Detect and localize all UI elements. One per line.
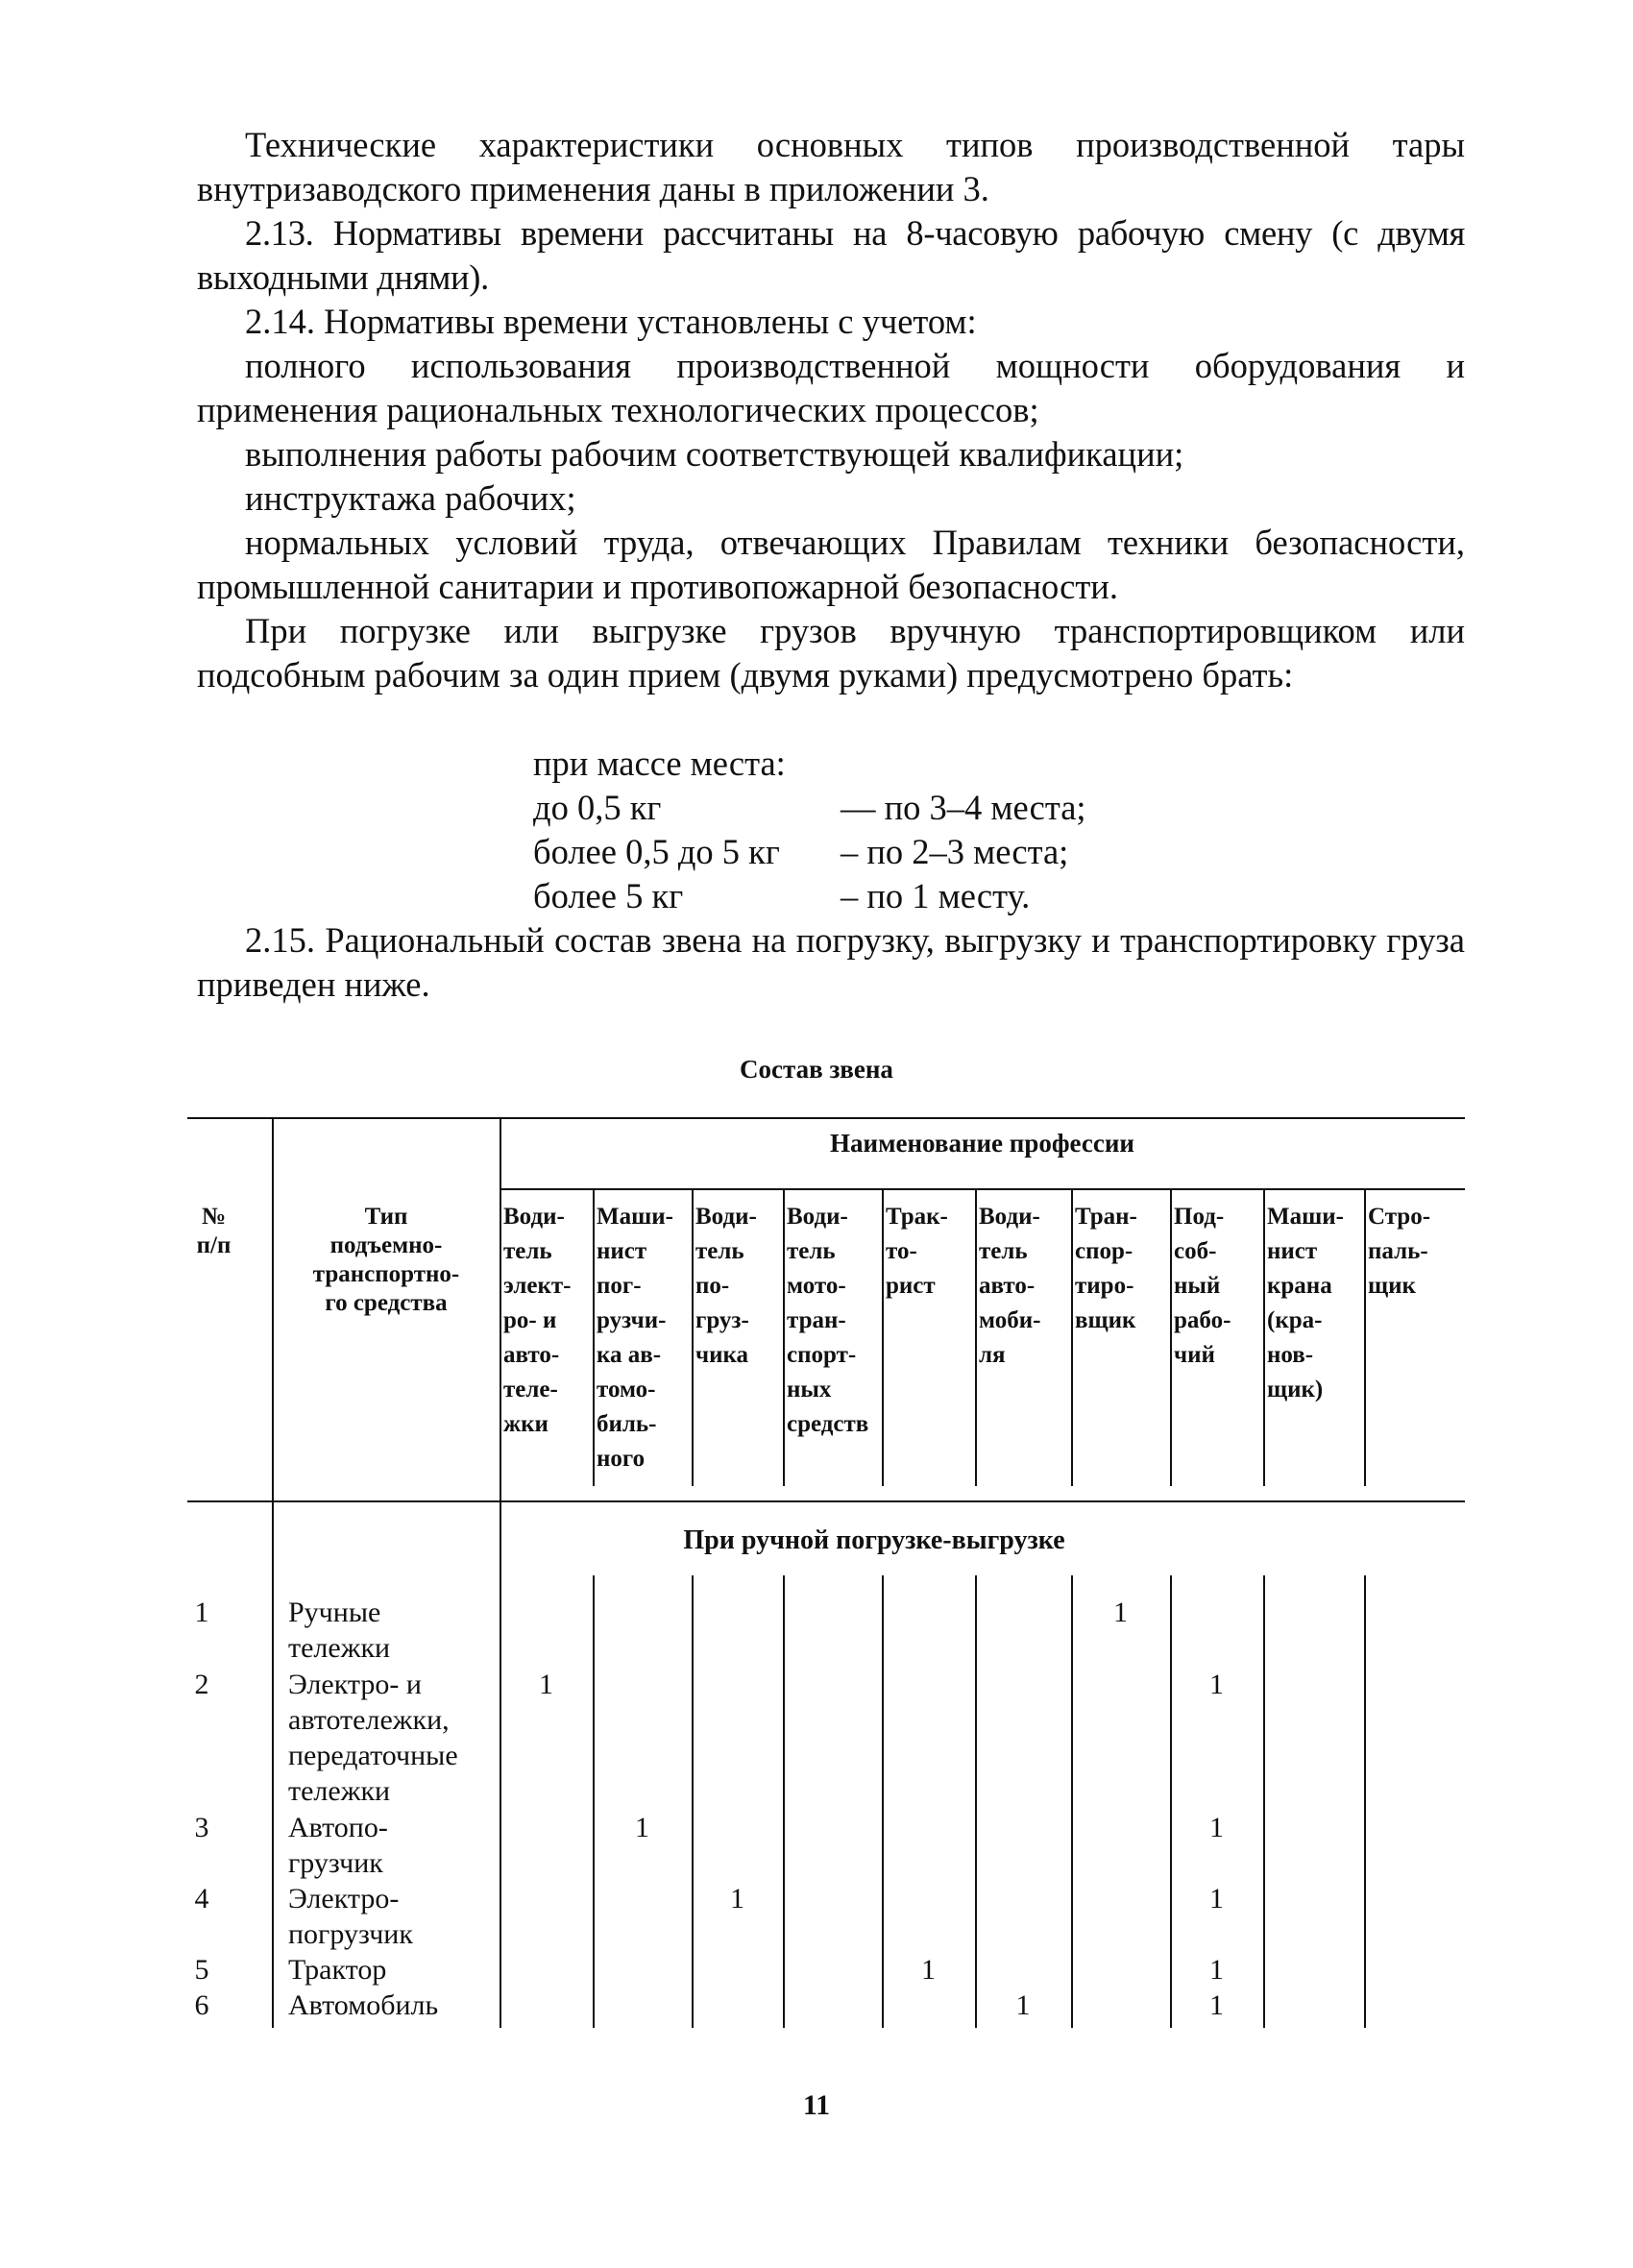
row-vehicle-type: погрузчик <box>288 1918 413 1950</box>
profession-header: ного <box>597 1446 646 1472</box>
profession-header: Води- <box>979 1204 1040 1230</box>
profession-col-rule <box>1071 1188 1073 1486</box>
profession-header: Води- <box>503 1204 565 1230</box>
profession-header: чика <box>695 1342 749 1368</box>
page-number: 11 <box>802 2089 831 2121</box>
profession-header: Маши- <box>1267 1204 1344 1230</box>
mass-range: до 0,5 кг <box>533 788 662 827</box>
row-vehicle-type: тележки <box>288 1632 391 1664</box>
profession-header: средств <box>787 1411 869 1437</box>
profession-header: то- <box>886 1238 917 1264</box>
body-text-2 <box>197 918 1465 1007</box>
profession-header: тель <box>503 1238 552 1264</box>
type-header: Тип <box>364 1204 408 1230</box>
mass-table <box>533 742 1086 918</box>
paragraph-manual-loading: При погрузке или выгрузке грузов вручную транспортировщиком или подсобным рабочим за один прием (двумя руками) предусмотрено брать: <box>197 611 1465 695</box>
profession-header: тель <box>695 1238 744 1264</box>
profession-header: по- <box>695 1273 730 1299</box>
row-vehicle-type: автотележки, <box>288 1704 450 1736</box>
row-vehicle-type: передаточные <box>288 1740 458 1771</box>
profession-header: щик) <box>1267 1377 1324 1402</box>
row-vehicle-type: Электро- <box>288 1883 400 1914</box>
header-bottom-rule <box>187 1500 1465 1502</box>
mass-count: — по 3–4 места; <box>841 788 1086 827</box>
profession-header: моби- <box>979 1307 1041 1333</box>
profession-header: нов- <box>1267 1342 1314 1368</box>
row-vehicle-type: Электро- и <box>288 1669 422 1700</box>
data-col-rule <box>1364 1575 1366 2028</box>
table-title: Состав звена <box>740 1055 893 1084</box>
profession-header: вщик <box>1075 1307 1136 1333</box>
profession-col-rule <box>1364 1188 1366 1486</box>
profession-header: Води- <box>695 1204 757 1230</box>
section-title: При ручной погрузке-выгрузке <box>683 1525 1065 1555</box>
row-value: 1 <box>1209 1669 1224 1700</box>
row-vehicle-type: Автопо- <box>288 1812 388 1843</box>
profession-col-rule <box>882 1188 884 1486</box>
paragraph-condition-capacity: полного использования производственной мощности оборудования и применения рациональных технологических процессов; <box>197 346 1465 429</box>
profession-header: (кра- <box>1267 1307 1323 1333</box>
data-col-rule <box>1071 1575 1073 2028</box>
profession-header: авто- <box>979 1273 1036 1299</box>
profession-header: крана <box>1267 1273 1332 1299</box>
profession-header: рист <box>886 1273 936 1299</box>
data-col-rule <box>692 1575 694 2028</box>
data-col-rule <box>783 1575 785 2028</box>
row-number: 1 <box>194 1597 209 1628</box>
mass-range: более 5 кг <box>533 876 684 915</box>
num-header: п/п <box>196 1232 232 1258</box>
profession-col-rule <box>1170 1188 1172 1486</box>
profession-header: теле- <box>503 1377 558 1402</box>
profession-header: ка ав- <box>597 1342 662 1368</box>
profession-header: Маши- <box>597 1204 673 1230</box>
profession-header: тиро- <box>1075 1273 1134 1299</box>
profession-header: щик <box>1368 1273 1416 1299</box>
profession-left-rule <box>500 1117 501 2028</box>
profession-header: соб- <box>1174 1238 1217 1264</box>
profession-col-rule <box>1263 1188 1265 1486</box>
row-value: 1 <box>635 1812 649 1843</box>
profession-header: Тран- <box>1075 1204 1137 1230</box>
profession-group-header: Наименование профессии <box>830 1129 1134 1158</box>
row-value: 1 <box>1209 1883 1224 1914</box>
row-vehicle-type: Трактор <box>288 1954 387 1986</box>
profession-header: Води- <box>787 1204 848 1230</box>
paragraph-condition-qualification: выполнения работы рабочим соответствующей квалификации; <box>245 434 1184 474</box>
row-value: 1 <box>1209 1954 1224 1986</box>
profession-header: томо- <box>597 1377 656 1402</box>
row-vehicle-type: Автомобиль <box>288 1989 439 2021</box>
profession-header: мото- <box>787 1273 846 1299</box>
data-col-rule <box>1170 1575 1172 2028</box>
mass-row <box>533 874 1086 918</box>
mass-row <box>533 786 1086 830</box>
row-vehicle-type: тележки <box>288 1775 391 1807</box>
profession-header: нист <box>597 1238 647 1264</box>
row-value: 1 <box>1113 1597 1128 1628</box>
paragraph-condition-instruction: инструктажа рабочих; <box>245 478 576 518</box>
profession-header: тель <box>787 1238 836 1264</box>
profession-header: груз- <box>695 1307 749 1333</box>
profession-header: ный <box>1174 1273 1221 1299</box>
paragraph-2-15: 2.15. Рациональный состав звена на погрузку, выгрузку и транспортировку груза приведен ниже. <box>197 920 1465 1004</box>
type-header: транспортно- <box>312 1261 460 1287</box>
row-vehicle-type: грузчик <box>288 1847 383 1879</box>
data-col-rule <box>882 1575 884 2028</box>
profession-header: тран- <box>787 1307 846 1333</box>
row-value: 1 <box>921 1954 936 1986</box>
row-number: 5 <box>194 1954 209 1986</box>
profession-col-rule <box>692 1188 694 1486</box>
profession-header: элект- <box>503 1273 572 1299</box>
row-number: 2 <box>194 1669 209 1700</box>
row-value: 1 <box>730 1883 744 1914</box>
profession-col-rule <box>975 1188 977 1486</box>
type-header: подъемно- <box>329 1232 443 1258</box>
profession-header: жки <box>503 1411 548 1437</box>
profession-header: нист <box>1267 1238 1318 1264</box>
profession-rule <box>500 1188 1465 1190</box>
profession-header: Стро- <box>1368 1204 1431 1230</box>
profession-header: пог- <box>597 1273 642 1299</box>
profession-header: спор- <box>1075 1238 1133 1264</box>
type-column-rule <box>272 1117 274 2028</box>
data-col-rule <box>975 1575 977 2028</box>
profession-col-rule <box>783 1188 785 1486</box>
row-value: 1 <box>1209 1812 1224 1843</box>
profession-header: чий <box>1174 1342 1215 1368</box>
paragraph-condition-safety: нормальных условий труда, отвечающих Правилам техники безопасности, промышленной санитарии и противопожарной безопасности. <box>197 523 1465 606</box>
row-value: 1 <box>539 1669 553 1700</box>
profession-header: спорт- <box>787 1342 857 1368</box>
row-value: 1 <box>1015 1989 1031 2021</box>
profession-header: ро- и <box>503 1307 557 1333</box>
body-text <box>197 123 1465 697</box>
row-number: 4 <box>194 1883 209 1914</box>
mass-row <box>533 830 1086 874</box>
profession-header: рузчи- <box>597 1307 667 1333</box>
row-vehicle-type: Ручные <box>288 1597 381 1628</box>
profession-header: тель <box>979 1238 1028 1264</box>
mass-range: более 0,5 до 5 кг <box>533 832 780 871</box>
profession-header: рабо- <box>1174 1307 1231 1333</box>
mass-heading: при массе места: <box>533 744 786 783</box>
profession-header: Под- <box>1174 1204 1225 1230</box>
profession-col-rule <box>593 1188 595 1486</box>
profession-header: биль- <box>597 1411 657 1437</box>
profession-header: ля <box>979 1342 1006 1368</box>
paragraph-packaging: Технические характеристики основных типов производственной тары внутризаводского применения даны в приложении 3. <box>197 125 1465 208</box>
mass-count: – по 2–3 места; <box>841 832 1069 871</box>
data-col-rule <box>1263 1575 1265 2028</box>
row-number: 6 <box>194 1989 209 2021</box>
data-col-rule <box>593 1575 595 2028</box>
row-number: 3 <box>194 1812 209 1843</box>
profession-header: авто- <box>503 1342 560 1368</box>
mass-count: – по 1 месту. <box>841 876 1031 915</box>
profession-header: ных <box>787 1377 832 1402</box>
row-value: 1 <box>1209 1989 1224 2021</box>
paragraph-2-14: 2.14. Нормативы времени установлены с учетом: <box>245 302 977 341</box>
table-top-rule <box>187 1117 1465 1119</box>
profession-header: паль- <box>1368 1238 1428 1264</box>
type-header: го средства <box>325 1290 448 1316</box>
paragraph-2-13: 2.13. Нормативы времени рассчитаны на 8-часовую рабочую смену (с двумя выходными днями). <box>197 213 1465 297</box>
num-header: № <box>201 1204 227 1230</box>
profession-header: Трак- <box>886 1204 948 1230</box>
